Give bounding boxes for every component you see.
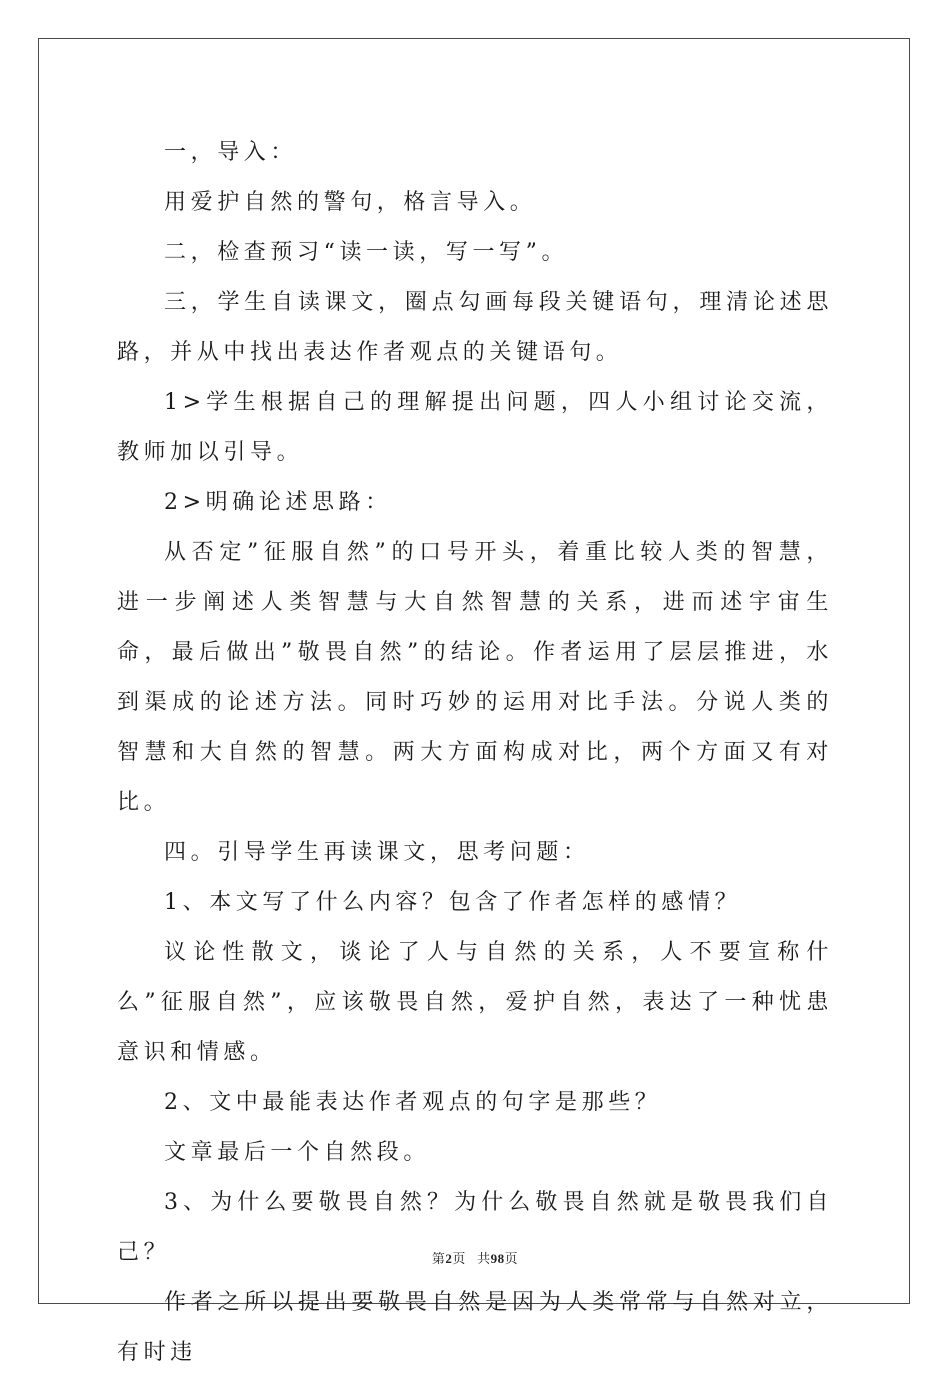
heading-preview-check: 二，检查预习“读一读，写一写”。 bbox=[164, 240, 569, 265]
answer: 议论性散文，谈论了人与自然的关系，人不要宣称什么”征服自然”，应该敬畏自然，爱护自然，表达了一种忧患意识和情感。 bbox=[117, 940, 833, 1065]
answer: 作者之所以提出要敬畏自然是因为人类常常与自然对立，有时违 bbox=[117, 1290, 833, 1365]
page-prefix: 第 bbox=[431, 1251, 446, 1266]
list-item: 2>明确论述思路： bbox=[164, 490, 392, 515]
heading-reread: 四。引导学生再读课文，思考问题： bbox=[164, 840, 590, 865]
total-prefix: 共 bbox=[477, 1251, 491, 1266]
total-pages: 98 bbox=[490, 1251, 505, 1266]
answer: 文章最后一个自然段。 bbox=[164, 1140, 431, 1165]
page-footer bbox=[0, 1248, 950, 1267]
paragraph: 从否定”征服自然”的口号开头，着重比较人类的智慧，进一步阐述人类智慧与大自然智慧的关系，进而述宇宙生命，最后做出”敬畏自然”的结论。作者运用了层层推进，水到渠成的论述方法。同时巧妙的运用对比手法。分说人类的智慧和大自然的智慧。两大方面构成对比，两个方面又有对比。 bbox=[117, 540, 833, 815]
heading-intro: 一，导入： bbox=[164, 140, 298, 165]
list-item: 1>学生根据自己的理解提出问题，四人小组讨论交流，教师加以引导。 bbox=[117, 390, 833, 465]
question: 2、文中最能表达作者观点的句字是那些？ bbox=[164, 1090, 662, 1115]
question: 3、为什么要敬畏自然？为什么敬畏自然就是敬畏我们自己？ bbox=[117, 1190, 833, 1265]
paragraph: 用爱护自然的警句，格言导入。 bbox=[164, 190, 537, 215]
heading-self-reading: 三，学生自读课文，圈点勾画每段关键语句，理清论述思路，并从中找出表达作者观点的关键语句。 bbox=[117, 290, 833, 365]
total-suffix: 页 bbox=[504, 1251, 519, 1266]
question: 1、本文写了什么内容？包含了作者怎样的感情？ bbox=[164, 890, 742, 915]
page-number: 2 bbox=[445, 1251, 453, 1266]
page-suffix: 页 bbox=[452, 1251, 466, 1266]
document-body bbox=[117, 128, 833, 1378]
